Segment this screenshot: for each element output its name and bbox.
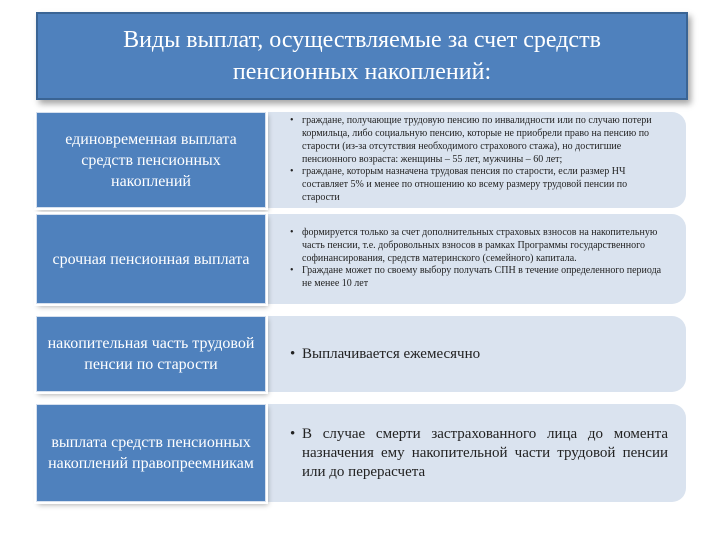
bullet-icon: • bbox=[290, 425, 296, 442]
bullet-item bbox=[290, 115, 666, 166]
row-successors bbox=[36, 404, 686, 502]
row-label: срочная пенсионная выплата bbox=[36, 214, 266, 304]
bullet-item bbox=[290, 425, 668, 482]
row-description bbox=[268, 316, 686, 392]
bullet-icon: • bbox=[290, 115, 294, 127]
row-term-payment bbox=[36, 214, 686, 304]
bullet-text: граждане, которым назначена трудовая пенсия по старости, если размер НЧ составляет 5% и менее по отношению ко всему размеру трудовой пенсии по старости bbox=[302, 166, 628, 203]
bullet-icon: • bbox=[290, 345, 296, 362]
bullet-text: формируется только за счет дополнительных страховых взносов на накопительную часть пенсии, т.е. добровольных взносов в рамках Программы государственного софинансирования, средств материнского (семейного) капитала. bbox=[302, 227, 658, 264]
row-funded-part bbox=[36, 316, 686, 392]
bullet-text: Выплачивается ежемесячно bbox=[302, 345, 481, 362]
bullet-text: Граждане может по своему выбору получать СПН в течение определенного периода не менее 10 лет bbox=[302, 265, 662, 290]
bullet-icon: • bbox=[290, 166, 294, 178]
title-line-2: пенсионных накоплений: bbox=[232, 59, 492, 85]
bullet-text: граждане, получающие трудовую пенсию по инвалидности или по случаю потери кормильца, либо социальную пенсию, которые не приобрели право на пенсию по старости (из-за отсутствия необходимого страхового стажа), но достигшие пенсионного возраста: женщины – 55 лет, мужчины – 60 лет; bbox=[302, 115, 652, 165]
bullet-item bbox=[290, 227, 666, 265]
row-lump-sum bbox=[36, 112, 686, 208]
bullet-icon: • bbox=[290, 227, 294, 238]
bullet-text: В случае смерти застрахованного лица до момента назначения ему накопительной части трудовой пенсии или до перерасчета bbox=[302, 425, 668, 480]
row-label: единовременная выплата средств пенсионных накоплений bbox=[36, 112, 266, 208]
bullet-item bbox=[290, 166, 666, 204]
row-label: накопительная часть трудовой пенсии по старости bbox=[36, 316, 266, 392]
row-description bbox=[268, 404, 686, 502]
bullet-item bbox=[290, 345, 668, 364]
row-label: выплата средств пенсионных накоплений правопреемникам bbox=[36, 404, 266, 502]
row-description bbox=[268, 112, 686, 208]
bullet-item bbox=[290, 265, 666, 291]
slide-title bbox=[36, 12, 688, 100]
bullet-icon: • bbox=[290, 265, 294, 277]
row-description bbox=[268, 214, 686, 304]
title-line-1: Виды выплат, осуществляемые за счет средств bbox=[123, 27, 601, 53]
